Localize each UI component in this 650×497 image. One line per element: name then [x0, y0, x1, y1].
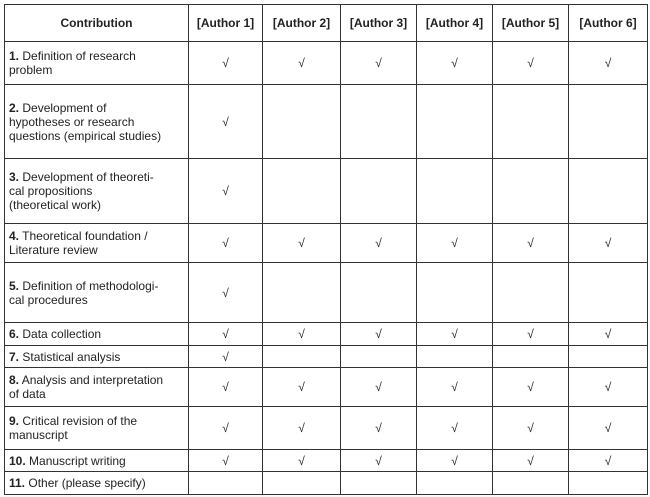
author-3-cell: [341, 450, 417, 472]
author-2-cell: [263, 42, 341, 85]
author-5-cell: [493, 42, 569, 85]
contribution-label: [5, 42, 189, 85]
contribution-label: [5, 450, 189, 472]
table-row: [5, 368, 648, 407]
table-row: [5, 323, 648, 346]
check-icon: √: [222, 421, 229, 435]
check-icon: √: [222, 453, 229, 468]
author-5-cell: [493, 224, 569, 263]
check-icon: √: [222, 56, 229, 70]
author-3-cell: [341, 159, 417, 224]
check-icon: √: [222, 236, 229, 250]
check-icon: √: [604, 453, 612, 468]
check-icon: √: [527, 380, 534, 394]
check-icon: √: [604, 380, 612, 394]
author-1-cell: [189, 42, 263, 85]
check-icon: √: [527, 453, 534, 468]
check-icon: √: [604, 327, 612, 341]
header-author-5: [Author 5]: [493, 5, 569, 42]
contribution-number: 8.: [9, 373, 20, 387]
contribution-label: [5, 472, 189, 495]
author-1-cell: [189, 346, 263, 368]
contribution-number: 6.: [9, 327, 20, 341]
check-icon: √: [222, 349, 229, 364]
author-4-cell: [417, 346, 493, 368]
author-4-cell: [417, 323, 493, 346]
author-6-cell: [569, 224, 648, 263]
author-2-cell: [263, 346, 341, 368]
contribution-text: Manuscript writing: [29, 453, 126, 468]
author-4-cell: [417, 472, 493, 495]
author-1-cell: [189, 85, 263, 159]
table-row: [5, 407, 648, 450]
contribution-number: 1.: [9, 49, 20, 63]
author-6-cell: [569, 42, 648, 85]
check-icon: √: [451, 453, 458, 468]
check-icon: √: [222, 285, 229, 300]
author-5-cell: [493, 472, 569, 495]
author-3-cell: [341, 323, 417, 346]
contribution-table: [4, 4, 648, 495]
author-3-cell: [341, 42, 417, 85]
author-4-cell: [417, 224, 493, 263]
table-row: [5, 263, 648, 323]
author-5-cell: [493, 368, 569, 407]
contribution-number: 5.: [9, 278, 20, 293]
contribution-label: [5, 159, 189, 224]
contribution-number: 11.: [9, 476, 26, 490]
contribution-text: Theoretical foundation / Literature review: [9, 229, 148, 257]
table-row: [5, 42, 648, 85]
author-3-cell: [341, 85, 417, 159]
author-1-cell: [189, 224, 263, 263]
header-author-1: [Author 1]: [189, 5, 263, 42]
check-icon: √: [222, 114, 229, 129]
contribution-text: Analysis and interpretation of data: [9, 373, 164, 401]
author-2-cell: [263, 368, 341, 407]
contribution-text: Definition of methodologi- cal procedures: [9, 278, 159, 307]
contribution-label: [5, 407, 189, 450]
contribution-label: [5, 368, 189, 407]
check-icon: √: [527, 421, 534, 435]
check-icon: √: [375, 236, 382, 250]
author-5-cell: [493, 407, 569, 450]
author-2-cell: [263, 85, 341, 159]
author-4-cell: [417, 159, 493, 224]
author-3-cell: [341, 346, 417, 368]
check-icon: √: [375, 327, 382, 341]
author-4-cell: [417, 42, 493, 85]
author-3-cell: [341, 407, 417, 450]
check-icon: √: [298, 421, 305, 435]
check-icon: √: [451, 421, 458, 435]
header-author-6: [Author 6]: [569, 5, 648, 42]
contribution-label: [5, 346, 189, 368]
check-icon: √: [298, 236, 305, 250]
table-row: [5, 472, 648, 495]
header-row: [5, 5, 648, 42]
check-icon: √: [527, 327, 534, 341]
author-3-cell: [341, 224, 417, 263]
author-5-cell: [493, 159, 569, 224]
check-icon: √: [298, 453, 305, 468]
check-icon: √: [222, 380, 229, 394]
author-1-cell: [189, 407, 263, 450]
check-icon: √: [527, 236, 534, 250]
table-row: [5, 224, 648, 263]
check-icon: √: [375, 421, 382, 435]
author-6-cell: [569, 85, 648, 159]
author-6-cell: [569, 263, 648, 323]
check-icon: √: [298, 380, 305, 394]
check-icon: √: [527, 56, 534, 70]
check-icon: √: [298, 56, 305, 70]
contribution-text: Development of theoreti- cal propositions (theoretical work): [9, 170, 154, 212]
author-1-cell: [189, 323, 263, 346]
check-icon: √: [604, 421, 612, 435]
author-5-cell: [493, 263, 569, 323]
contribution-number: 2.: [9, 100, 20, 115]
author-2-cell: [263, 407, 341, 450]
contribution-text: Other (please specify): [28, 476, 146, 490]
contribution-label: [5, 224, 189, 263]
contribution-number: 7.: [9, 349, 20, 364]
author-2-cell: [263, 159, 341, 224]
author-1-cell: [189, 450, 263, 472]
author-6-cell: [569, 407, 648, 450]
contribution-number: 4.: [9, 229, 20, 243]
author-4-cell: [417, 450, 493, 472]
author-2-cell: [263, 224, 341, 263]
contribution-number: 3.: [9, 170, 20, 184]
check-icon: √: [375, 56, 382, 70]
check-icon: √: [222, 327, 229, 341]
author-6-cell: [569, 346, 648, 368]
check-icon: √: [451, 56, 458, 70]
author-6-cell: [569, 472, 648, 495]
check-icon: √: [451, 236, 458, 250]
check-icon: √: [375, 380, 382, 394]
check-icon: √: [375, 453, 382, 468]
contribution-number: 9.: [9, 414, 20, 428]
contribution-label: [5, 85, 189, 159]
author-2-cell: [263, 323, 341, 346]
author-4-cell: [417, 263, 493, 323]
table-row: [5, 346, 648, 368]
contribution-text: Critical revision of the manuscript: [9, 414, 138, 442]
author-3-cell: [341, 472, 417, 495]
check-icon: √: [222, 184, 229, 198]
author-5-cell: [493, 323, 569, 346]
table-row: [5, 159, 648, 224]
author-1-cell: [189, 263, 263, 323]
author-6-cell: [569, 368, 648, 407]
contribution-text: Data collection: [22, 327, 102, 341]
author-2-cell: [263, 263, 341, 323]
header-author-3: [Author 3]: [341, 5, 417, 42]
contribution-label: [5, 263, 189, 323]
table-row: [5, 450, 648, 472]
contribution-text: Statistical analysis: [22, 349, 121, 364]
author-4-cell: [417, 407, 493, 450]
author-6-cell: [569, 323, 648, 346]
table-row: [5, 85, 648, 159]
contribution-text: Definition of research problem: [9, 49, 136, 77]
author-5-cell: [493, 450, 569, 472]
header-author-2: [Author 2]: [263, 5, 341, 42]
author-1-cell: [189, 368, 263, 407]
author-3-cell: [341, 263, 417, 323]
header-contribution: Contribution: [5, 5, 189, 42]
author-6-cell: [569, 159, 648, 224]
author-5-cell: [493, 346, 569, 368]
author-5-cell: [493, 85, 569, 159]
author-6-cell: [569, 450, 648, 472]
header-author-4: [Author 4]: [417, 5, 493, 42]
check-icon: √: [451, 327, 458, 341]
check-icon: √: [604, 56, 612, 70]
author-3-cell: [341, 368, 417, 407]
contribution-text: Development of hypotheses or research questions (empirical studies): [9, 100, 162, 143]
author-1-cell: [189, 472, 263, 495]
contribution-number: 10.: [9, 453, 26, 468]
check-icon: √: [298, 327, 305, 341]
check-icon: √: [604, 236, 612, 250]
author-2-cell: [263, 450, 341, 472]
author-2-cell: [263, 472, 341, 495]
author-1-cell: [189, 159, 263, 224]
contribution-label: [5, 323, 189, 346]
author-4-cell: [417, 85, 493, 159]
author-4-cell: [417, 368, 493, 407]
check-icon: √: [451, 380, 458, 394]
